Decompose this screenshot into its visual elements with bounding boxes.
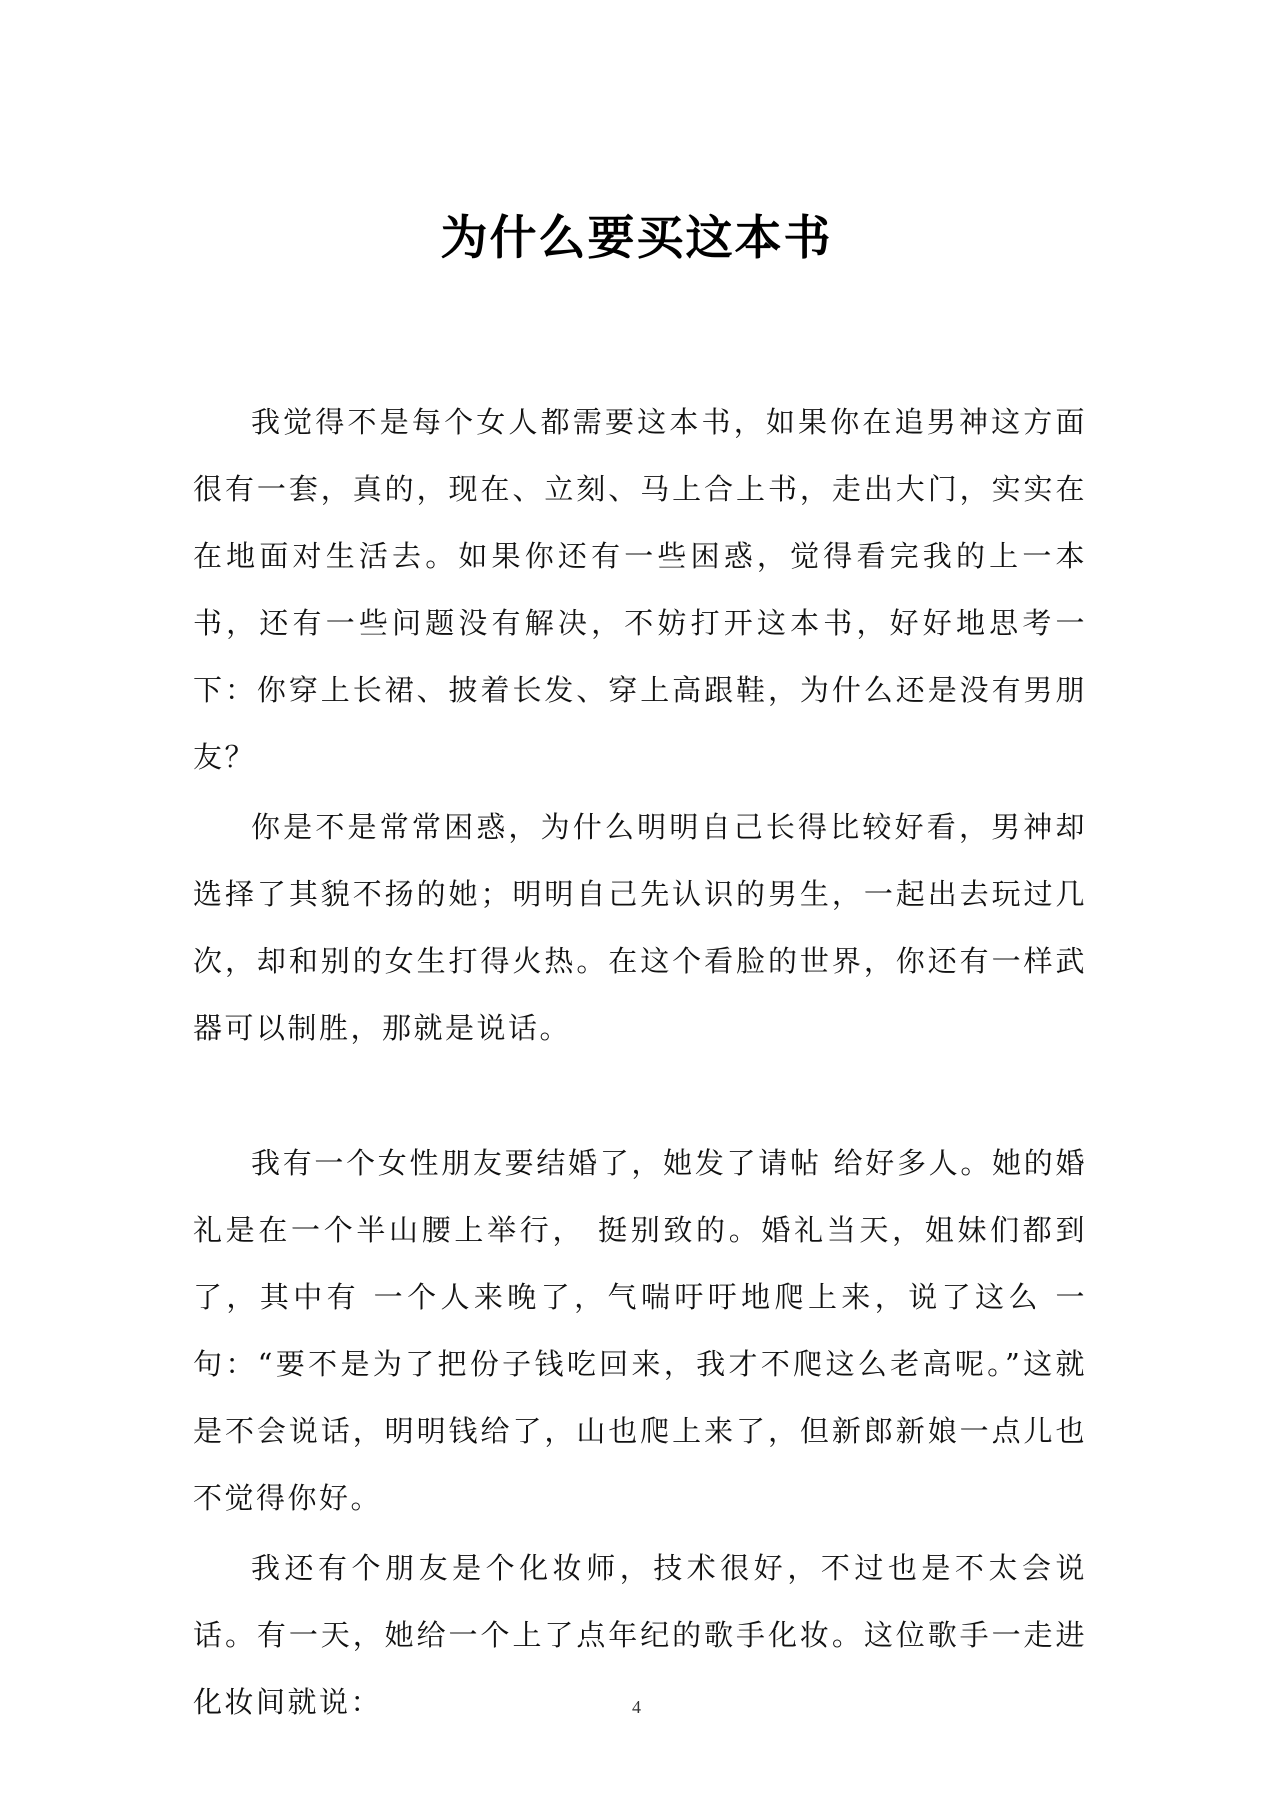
paragraph-3: 我有一个女性朋友要结婚了，她发了请帖 给好多人。她的婚礼是在一个半山腰上举行， 挺别致的。婚礼当天，姐妹们都到了，其中有 一个人来晚了，气喘吁吁地爬上来，说了这么 一句：“要不是为了把份子钱吃回来，我才不爬这么老高呢。”这就是不会说话，明明钱给了，山也爬上来了，但新郎新娘一点儿也不觉得你好。	[193, 1146, 1087, 1515]
paragraph-1: 我觉得不是每个女人都需要这本书，如果你在追男神这方面很有一套，真的，现在、立刻、马上合上书，走出大门，实实在在地面对生活去。如果你还有一些困惑，觉得看完我的上一本书，还有一些问题没有解决，不妨打开这本书，好好地思考一下：你穿上长裙、披着长发、穿上高跟鞋，为什么还是没有男朋友？	[193, 405, 1087, 774]
page-number: 4	[632, 1697, 641, 1717]
paragraph-4: 我还有个朋友是个化妆师，技术很好，不过也是不太会说话。有一天，她给一个上了点年纪的歌手化妆。这位歌手一走进化妆间就说：	[193, 1551, 1087, 1719]
chapter-title: 为什么要买这本书	[440, 211, 833, 267]
paragraph-2: 你是不是常常困惑，为什么明明自己长得比较好看，男神却选择了其貌不扬的她；明明自己先认识的男生，一起出去玩过几次，却和别的女生打得火热。在这个看脸的世界，你还有一样武器可以制胜，那就是说话。	[193, 810, 1087, 1045]
